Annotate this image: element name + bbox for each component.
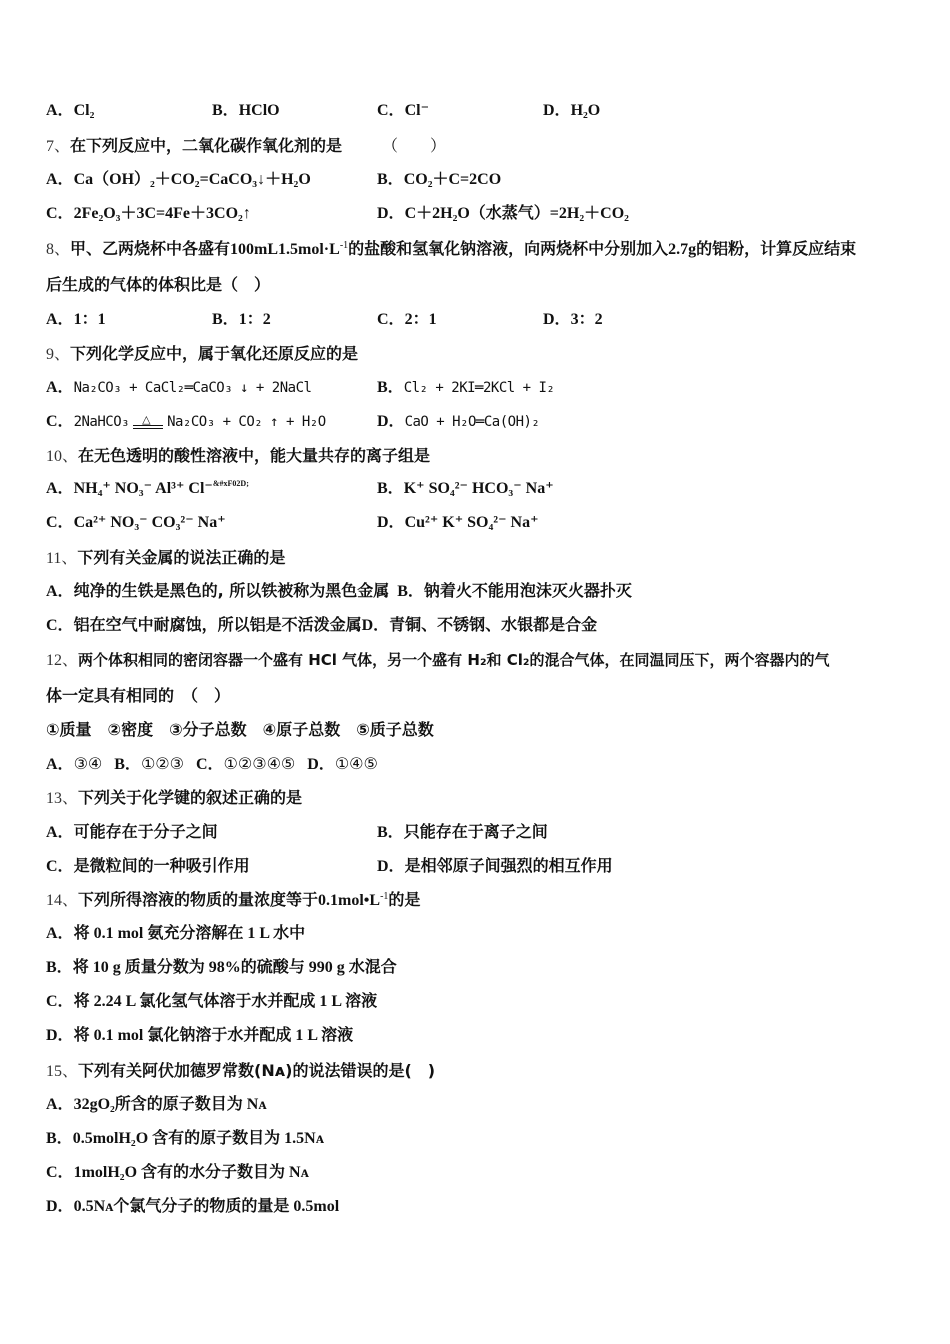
q6-option-b (212, 101, 280, 121)
q7-stem (46, 136, 446, 157)
option-text: C＋2H₂O（水蒸气）=2H₂＋CO₂ (404, 205, 629, 222)
question-stem: 下列有关金属的说法正确的是 (77, 548, 286, 567)
option-label: C． (195, 756, 224, 773)
option-label: A． (46, 102, 74, 119)
option-text: 铝在空气中耐腐蚀，所以铝是不活泼金属 (73, 615, 362, 634)
q11-options-row1 (46, 581, 632, 602)
option-label: B． (377, 480, 404, 497)
option-label: B． (46, 1130, 73, 1147)
question-number: 11、 (46, 550, 78, 567)
option-text: 只能存在于离子之间 (403, 822, 548, 841)
q13-option-b (377, 822, 548, 843)
option-text: Na₂CO₃ + CaCl₂═CaCO₃ ↓ + 2NaCl (73, 380, 312, 396)
stem-text: 下列所得溶液的物质的量浓度等于 (78, 890, 319, 909)
q13-stem (46, 788, 302, 809)
q6-option-d (543, 101, 600, 121)
question-number: 7、 (46, 138, 71, 155)
option-label: D． (377, 514, 405, 531)
option-text: 纯净的生铁是黑色的, 所以铁被称为黑色金属 (73, 581, 390, 600)
option-text: Ca²⁺ NO₃⁻ CO₃²⁻ Na⁺ (73, 514, 226, 531)
option-label: D． (543, 102, 571, 119)
question-stem: 下列有关阿伏加德罗常数(Nᴀ)的说法错误的是( ) (78, 1061, 436, 1080)
q13-option-c (46, 856, 250, 877)
q12-items: ①质量 ②密度 ③分子总数 ④原子总数 ⑤质子总数 (46, 720, 434, 739)
option-label: C． (46, 205, 74, 222)
option-text: 青铜、不锈钢、水银都是合金 (389, 615, 598, 634)
option-text: 1：2 (238, 311, 271, 328)
option-label: D． (543, 311, 571, 328)
option-text: ①②③④⑤ (223, 754, 296, 773)
option-label: C． (46, 617, 74, 634)
stem-formula: 0.1mol•L (318, 892, 381, 909)
option-text: CO₂＋C=2CO (403, 171, 502, 188)
option-label: D． (307, 756, 335, 773)
option-text: 0.5Nᴀ个氯气分子的物质的量是 0.5mol (73, 1198, 340, 1215)
q12-stem-line2: 体一定具有相同的 （ ） (46, 686, 231, 705)
option-text: 是相邻原子间强烈的相互作用 (404, 856, 613, 875)
stem-formula: 100mL1.5mol·L (230, 241, 340, 258)
stem-text: 的是 (388, 890, 421, 909)
option-text: 可能存在于分子之间 (73, 822, 218, 841)
option-label: D． (377, 858, 405, 875)
option-label: A． (46, 756, 74, 773)
option-label: A． (46, 583, 74, 600)
option-label: B． (377, 824, 404, 841)
answer-blank: （ ） (382, 136, 447, 155)
q7-option-a (46, 170, 311, 190)
heat-condition-icon (133, 412, 163, 430)
option-label: B． (397, 583, 424, 600)
option-text: 32gO₂所含的原子数目为 Nᴀ (73, 1096, 267, 1113)
question-stem: 在无色透明的酸性溶液中，能大量共存的离子组是 (78, 446, 431, 465)
question-stem: 两个体积相同的密闭容器一个盛有 HCl 气体，另一个盛有 H₂和 Cl₂的混合气体，在同温同压下，两个容器内的气 (78, 651, 830, 669)
q15-option-b (46, 1129, 324, 1149)
option-text: Cl₂ (73, 102, 95, 119)
option-text: HClO (238, 102, 280, 119)
question-number: 13、 (46, 790, 79, 807)
option-text: ①②③ (140, 754, 184, 773)
encoding-artifact: &#xF02D; (212, 479, 249, 488)
option-text-right: Na₂CO₃ + CO₂ ↑ + H₂O (167, 414, 326, 430)
stem-text: 的铝粉，计算反应结束 (696, 239, 857, 258)
option-text-left: 2NaHCO₃ (73, 414, 130, 430)
q12-option-a (46, 756, 102, 773)
q15-stem (46, 1061, 435, 1082)
option-label: B． (212, 311, 239, 328)
option-text: 钠着火不能用泡沫灭火器扑灭 (423, 581, 632, 600)
q8-option-b (212, 310, 271, 330)
q8-option-a (46, 310, 106, 330)
q9-option-b (377, 378, 554, 398)
triangle-icon: △ (142, 413, 151, 426)
option-label: C． (46, 514, 74, 531)
question-number: 15、 (46, 1063, 79, 1080)
stem-formula: 2.7g (668, 241, 697, 258)
q13-option-a (46, 822, 218, 843)
q6-option-c (377, 101, 429, 121)
question-number: 14、 (46, 892, 79, 909)
q14-option-a (46, 924, 305, 944)
option-text: Cu²⁺ K⁺ SO₄²⁻ Na⁺ (404, 514, 539, 531)
option-text: CaO + H₂O═Ca(OH)₂ (404, 414, 540, 430)
option-label: A． (46, 925, 74, 942)
option-label: A． (46, 171, 74, 188)
option-text: 是微粒间的一种吸引作用 (73, 856, 250, 875)
option-label: C． (377, 102, 405, 119)
option-label: D． (377, 205, 405, 222)
question-stem: 下列化学反应中，属于氧化还原反应的是 (70, 344, 359, 363)
q12-options-row (46, 754, 378, 775)
option-label: C． (46, 1164, 74, 1181)
option-text: 1：1 (73, 311, 106, 328)
q8-stem-line1 (46, 239, 856, 260)
option-label: A． (46, 1096, 74, 1113)
question-number: 8、 (46, 241, 71, 258)
q8-option-d (543, 310, 603, 330)
q9-option-c (46, 412, 326, 432)
option-label: A． (46, 824, 74, 841)
option-text: 2Fe₂O₃＋3C=4Fe＋3CO₂↑ (73, 205, 251, 222)
option-label: D． (46, 1027, 74, 1044)
option-label: C． (377, 311, 405, 328)
q8-stem-line2: 后生成的气体的体积比是（ ） (46, 275, 271, 294)
option-label: A． (46, 379, 74, 396)
option-text: ①④⑤ (334, 754, 378, 773)
option-text: 将 10 g 质量分数为 98%的硫酸与 990 g 水混合 (72, 959, 397, 976)
question-number: 9、 (46, 346, 71, 363)
option-text: ③④ (73, 754, 103, 773)
option-label: B． (377, 379, 404, 396)
q14-stem (46, 890, 420, 911)
q7-option-c (46, 204, 251, 224)
q11-option-d (362, 617, 598, 634)
option-label: C． (46, 413, 74, 430)
option-label: A． (46, 480, 74, 497)
option-text: 将 2.24 L 氯化氢气体溶于水并配成 1 L 溶液 (73, 993, 378, 1010)
q13-option-d (377, 856, 613, 877)
option-label: B． (114, 756, 141, 773)
q14-option-b (46, 958, 397, 978)
stem-text: 甲、乙两烧杯中各盛有 (70, 239, 231, 258)
option-label: D． (361, 617, 390, 634)
option-text: Cl⁻ (404, 102, 430, 119)
q10-option-b (377, 479, 554, 499)
option-text: NH₄⁺ NO₃⁻ Al³⁺ Cl⁻ (73, 480, 213, 497)
q6-option-a (46, 101, 94, 121)
question-number: 10、 (46, 448, 79, 465)
q7-option-b (377, 170, 501, 190)
option-text: 0.5molH₂O 含有的原子数目为 1.5Nᴀ (72, 1130, 325, 1147)
option-text: 将 0.1 mol 氨充分溶解在 1 L 水中 (73, 925, 306, 942)
q14-option-c (46, 992, 377, 1012)
q12-option-d (307, 756, 378, 773)
option-label: D． (46, 1198, 74, 1215)
option-text: K⁺ SO₄²⁻ HCO₃⁻ Na⁺ (403, 480, 554, 497)
option-text: 3：2 (570, 311, 603, 328)
q11-stem (46, 548, 285, 569)
q8-option-c (377, 310, 437, 330)
q9-stem (46, 344, 358, 365)
q15-option-d (46, 1197, 339, 1217)
question-stem: 在下列反应中，二氧化碳作氧化剂的是 (70, 136, 343, 155)
q12-option-c (196, 756, 295, 773)
q11-options-row2 (46, 615, 597, 636)
option-label: B． (46, 959, 73, 976)
q12-option-b (114, 756, 184, 773)
q10-option-d (377, 513, 539, 533)
question-number: 12、 (46, 652, 79, 669)
q10-option-a (46, 479, 249, 499)
superscript: -1 (339, 240, 349, 251)
superscript: -1 (380, 891, 389, 902)
q11-option-a (46, 583, 389, 600)
option-text: 1molH₂O 含有的水分子数目为 Nᴀ (73, 1164, 309, 1181)
option-text: 2：1 (404, 311, 437, 328)
question-stem: 下列关于化学键的叙述正确的是 (78, 788, 303, 807)
q10-option-c (46, 513, 226, 533)
option-label: C． (46, 858, 74, 875)
q11-option-b (397, 583, 632, 600)
q9-option-d (377, 412, 539, 432)
option-text: Ca（OH）₂＋CO₂=CaCO₃↓＋H₂O (73, 171, 311, 188)
q11-option-c (46, 617, 362, 634)
option-label: D． (377, 413, 405, 430)
q7-option-d (377, 204, 629, 224)
q15-option-a (46, 1095, 267, 1115)
option-text: H₂O (570, 102, 601, 119)
q12-stem-line1 (46, 650, 829, 671)
q14-option-d (46, 1026, 353, 1046)
q15-option-c (46, 1163, 309, 1183)
option-label: A． (46, 311, 74, 328)
q9-option-a (46, 378, 311, 398)
q10-stem (46, 446, 430, 467)
option-label: B． (377, 171, 404, 188)
option-label: C． (46, 993, 74, 1010)
stem-text: 的盐酸和氢氧化钠溶液，向两烧杯中分别加入 (348, 239, 669, 258)
option-text: 将 0.1 mol 氯化钠溶于水并配成 1 L 溶液 (73, 1027, 354, 1044)
option-label: B． (212, 102, 239, 119)
option-text: Cl₂ + 2KI═2KCl + I₂ (403, 380, 555, 396)
